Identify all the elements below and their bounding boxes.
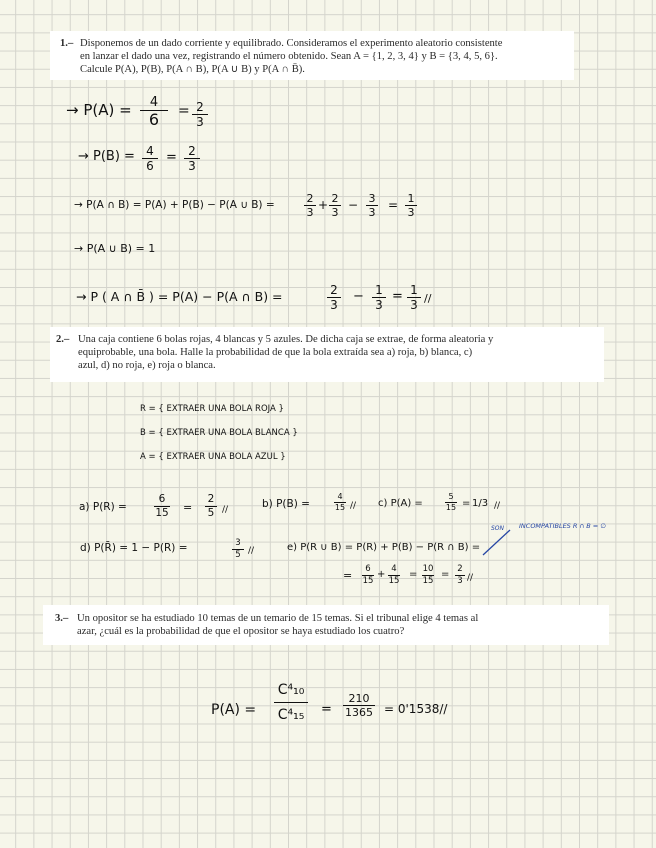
numerator: 1 — [407, 192, 415, 205]
p2-answer-e2-equals-3: = — [441, 569, 450, 580]
numerator: 4 — [337, 492, 343, 501]
problem-2-text-line-2: equiprobable, una bola. Halle la probabilidad de que la bola extraída sea a) roja, b) blanca, c) — [78, 347, 473, 358]
numerator: 2 — [196, 100, 204, 114]
numerator: 2 — [330, 283, 338, 297]
denominator: 6 — [148, 110, 160, 129]
p1-answer-c-minus: − — [348, 198, 359, 212]
numerator: 210 — [348, 692, 370, 705]
problem-3-text-line-2: azar, ¿cuál es la probabilidad de que el opositor se haya estudiado los cuatro? — [77, 626, 405, 637]
p3-answer-equals: = — [321, 702, 332, 717]
p2-def-a: A = { EXTRAER UNA BOLA AZUL } — [140, 452, 286, 462]
denominator: 3 — [306, 206, 314, 219]
p2-answer-e-note: INCOMPATIBLES R ∩ B = ∅ — [519, 522, 606, 530]
p2-answer-a-lhs: a) P(R) = — [79, 501, 127, 513]
p1-answer-e-equals: = — [392, 289, 403, 304]
p1-answer-b-lhs: → P(B) = — [78, 149, 135, 164]
numerator: 1 — [375, 283, 383, 297]
denominator: 3 — [330, 298, 338, 312]
denominator: 15 — [334, 503, 346, 512]
p1-answer-e-minus: − — [353, 289, 364, 304]
p2-answer-c-lhs: c) P(A) = — [378, 498, 423, 509]
numerator: 4 — [146, 144, 154, 158]
p2-answer-b-lhs: b) P(B) = — [262, 498, 310, 510]
problem-1-text-line-3: Calcule P(A), P(B), P(A ∩ B), P(A ∪ B) y P(A ∩ B̄). — [80, 64, 305, 75]
denominator: 15 — [155, 506, 169, 519]
numerator: 10 — [422, 564, 434, 574]
numerator: 2 — [457, 564, 463, 574]
denominator: 3 — [331, 206, 339, 219]
problem-3-number: 3.– — [55, 613, 69, 624]
denominator: 3 — [188, 159, 196, 173]
p2-def-r: R = { EXTRAER UNA BOLA ROJA } — [140, 404, 284, 414]
p3-answer-lhs: P(A) = — [211, 702, 257, 718]
numerator: 2 — [331, 192, 339, 205]
p2-answer-e2-plus: + — [377, 569, 386, 580]
numerator: 2 — [207, 493, 215, 505]
problem-3-text-line-1: Un opositor se ha estudiado 10 temas de un temario de 15 temas. Si el tribunal elige 4 temas al — [77, 613, 479, 624]
denominator: 5 — [207, 506, 215, 519]
problem-1-text-line-2: en lanzar el dado una vez, registrando el número obtenido. Sean A = {1, 2, 3, 4} y B = {3, 4, 5, 6}. — [80, 51, 498, 62]
p2-answer-e2-frac-2 — [388, 565, 400, 585]
denominator: C⁴₁₅ — [277, 707, 305, 723]
p1-answer-d: → P(A ∪ B) = 1 — [74, 242, 156, 255]
denominator: 3 — [368, 206, 376, 219]
p3-answer-result: = 0'1538// — [384, 702, 448, 716]
p2-answer-e2-equals-2: = — [409, 569, 418, 580]
p3-answer-combinations-fraction — [274, 683, 308, 722]
numerator: 4 — [149, 95, 159, 110]
p2-answer-e2-frac-1 — [362, 565, 374, 585]
p2-answer-e-lhs: e) P(R ∪ B) = P(R) + P(B) − P(R ∩ B) = — [287, 542, 481, 553]
numerator: 4 — [391, 564, 397, 574]
denominator: 3 — [196, 115, 204, 129]
p2-answer-e2-result — [455, 565, 465, 585]
numerator: 5 — [448, 492, 454, 501]
numerator: 3 — [368, 192, 376, 205]
p2-answer-a-end-mark: // — [222, 505, 229, 515]
p3-answer-value-fraction — [343, 693, 375, 718]
numerator: 1 — [410, 283, 418, 297]
denominator: 3 — [410, 298, 418, 312]
p2-answer-e2-end-mark: // — [467, 573, 474, 583]
p2-answer-c-equals: = — [462, 498, 471, 509]
p2-answer-b-end-mark: // — [350, 501, 357, 511]
p1-answer-e-end-mark: // — [424, 292, 432, 305]
p1-answer-a-lhs: → P(A) = — [66, 101, 132, 119]
problem-2-number: 2.– — [56, 334, 70, 345]
denominator: 3 — [375, 298, 383, 312]
numerator: C⁴₁₀ — [277, 682, 305, 698]
p2-answer-a-equals: = — [183, 501, 193, 514]
denominator: 1365 — [345, 706, 373, 719]
denominator: 15 — [388, 575, 400, 586]
p2-answer-c-end-mark: // — [494, 501, 501, 511]
problem-2-text-line-1: Una caja contiene 6 bolas rojas, 4 blancas y 5 azules. De dicha caja se extrae, de forma aleatoria y — [78, 334, 494, 345]
p2-answer-c-result: 1/3 — [472, 498, 489, 509]
p2-def-b: B = { EXTRAER UNA BOLA BLANCA } — [140, 428, 298, 438]
p2-answer-d-lhs: d) P(R̄) = 1 − P(R) = — [80, 542, 188, 554]
denominator: 5 — [235, 549, 241, 560]
numerator: 6 — [365, 564, 371, 574]
denominator: 3 — [457, 575, 463, 586]
denominator: 6 — [146, 159, 154, 173]
denominator: 3 — [407, 206, 415, 219]
problem-1-number: 1.– — [60, 38, 74, 49]
p2-answer-e-note-top: SON — [491, 525, 505, 532]
numerator: 2 — [306, 192, 314, 205]
numerator: 6 — [158, 493, 166, 505]
p1-answer-c-lhs: → P(A ∩ B) = P(A) + P(B) − P(A ∪ B) = — [74, 199, 275, 211]
denominator: 15 — [422, 575, 434, 586]
denominator: 15 — [445, 503, 457, 512]
problem-2-text-line-3: azul, d) no roja, e) roja o blanca. — [78, 360, 216, 371]
p1-answer-c-plus: + — [318, 198, 329, 212]
p2-answer-d-end-mark: // — [248, 546, 255, 556]
p1-answer-b-equals: = — [166, 150, 177, 165]
p1-answer-c-equals: = — [388, 198, 399, 212]
numerator: 2 — [188, 144, 196, 158]
p1-answer-a-equals: = — [178, 103, 190, 119]
p1-answer-e-lhs: → P ( A ∩ B̄ ) = P(A) − P(A ∩ B) = — [76, 289, 283, 304]
p2-answer-e2-frac-3 — [422, 565, 434, 585]
problem-3-statement — [55, 612, 607, 642]
denominator: 15 — [362, 575, 374, 586]
p2-answer-e2-equals: = — [343, 569, 353, 582]
numerator: 3 — [235, 538, 241, 548]
problem-1-text-line-1: Disponemos de un dado corriente y equilibrado. Consideramos el experimento aleatorio consistente — [80, 38, 503, 49]
